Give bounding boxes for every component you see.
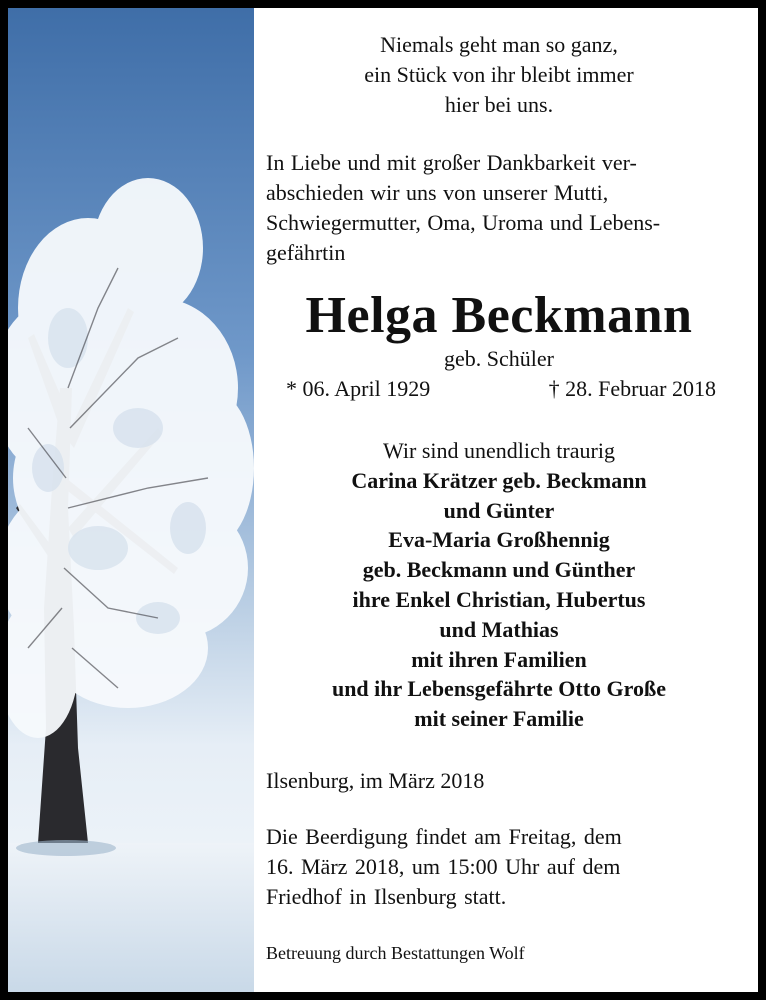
mourner-line: geb. Beckmann und Günther — [362, 557, 636, 583]
funeral-line: 16. März 2018, um 15:00 Uhr auf dem — [266, 854, 621, 879]
death-date: † 28. Februar 2018 — [548, 376, 716, 401]
place-date: Ilsenburg, im März 2018 — [266, 768, 485, 793]
mourner-line: Eva-Maria Großhennig — [388, 527, 610, 553]
mourners-intro: Wir sind unendlich traurig — [383, 438, 615, 463]
mourner-line: mit seiner Familie — [414, 706, 584, 732]
frosted-tree-image — [8, 8, 254, 992]
intro-line: abschieden wir uns von unserer Mutti, — [266, 180, 609, 205]
birth-date: * 06. April 1929 — [286, 376, 431, 401]
mourner-line: und ihr Lebensgefährte Otto Große — [331, 676, 667, 702]
motto-line: hier bei uns. — [444, 92, 554, 117]
obituary-notice — [8, 8, 758, 992]
intro-line: In Liebe und mit großer Dankbarkeit ver- — [266, 150, 637, 175]
life-dates — [286, 374, 716, 404]
motto — [266, 30, 732, 120]
winter-tree-photo — [8, 8, 254, 992]
mourner-line: und Mathias — [439, 616, 559, 642]
notice-text — [266, 8, 732, 992]
funeral-line: Die Beerdigung findet am Freitag, dem — [266, 824, 622, 849]
mourner-line: mit ihren Familien — [411, 646, 587, 672]
mourner-line: ihre Enkel Christian, Hubertus — [352, 586, 646, 612]
funeral-line: Friedhof in Ilsenburg statt. — [266, 884, 507, 909]
mourner-line: und Günter — [443, 497, 555, 523]
motto-line: ein Stück von ihr bleibt immer — [364, 62, 634, 87]
mourners — [266, 436, 732, 734]
mourner-line: Carina Krätzer geb. Beckmann — [351, 467, 647, 493]
funeral-info — [266, 822, 732, 912]
intro-line: gefährtin — [266, 240, 346, 265]
intro-line: Schwiegermutter, Oma, Uroma und Lebens- — [266, 210, 661, 235]
undertaker: Betreuung durch Bestattungen Wolf — [266, 943, 525, 963]
motto-line: Niemals geht man so ganz, — [380, 32, 618, 57]
maiden-name: geb. Schüler — [444, 346, 554, 371]
intro-paragraph — [266, 148, 732, 268]
deceased-name: Helga Beckmann — [305, 287, 693, 344]
